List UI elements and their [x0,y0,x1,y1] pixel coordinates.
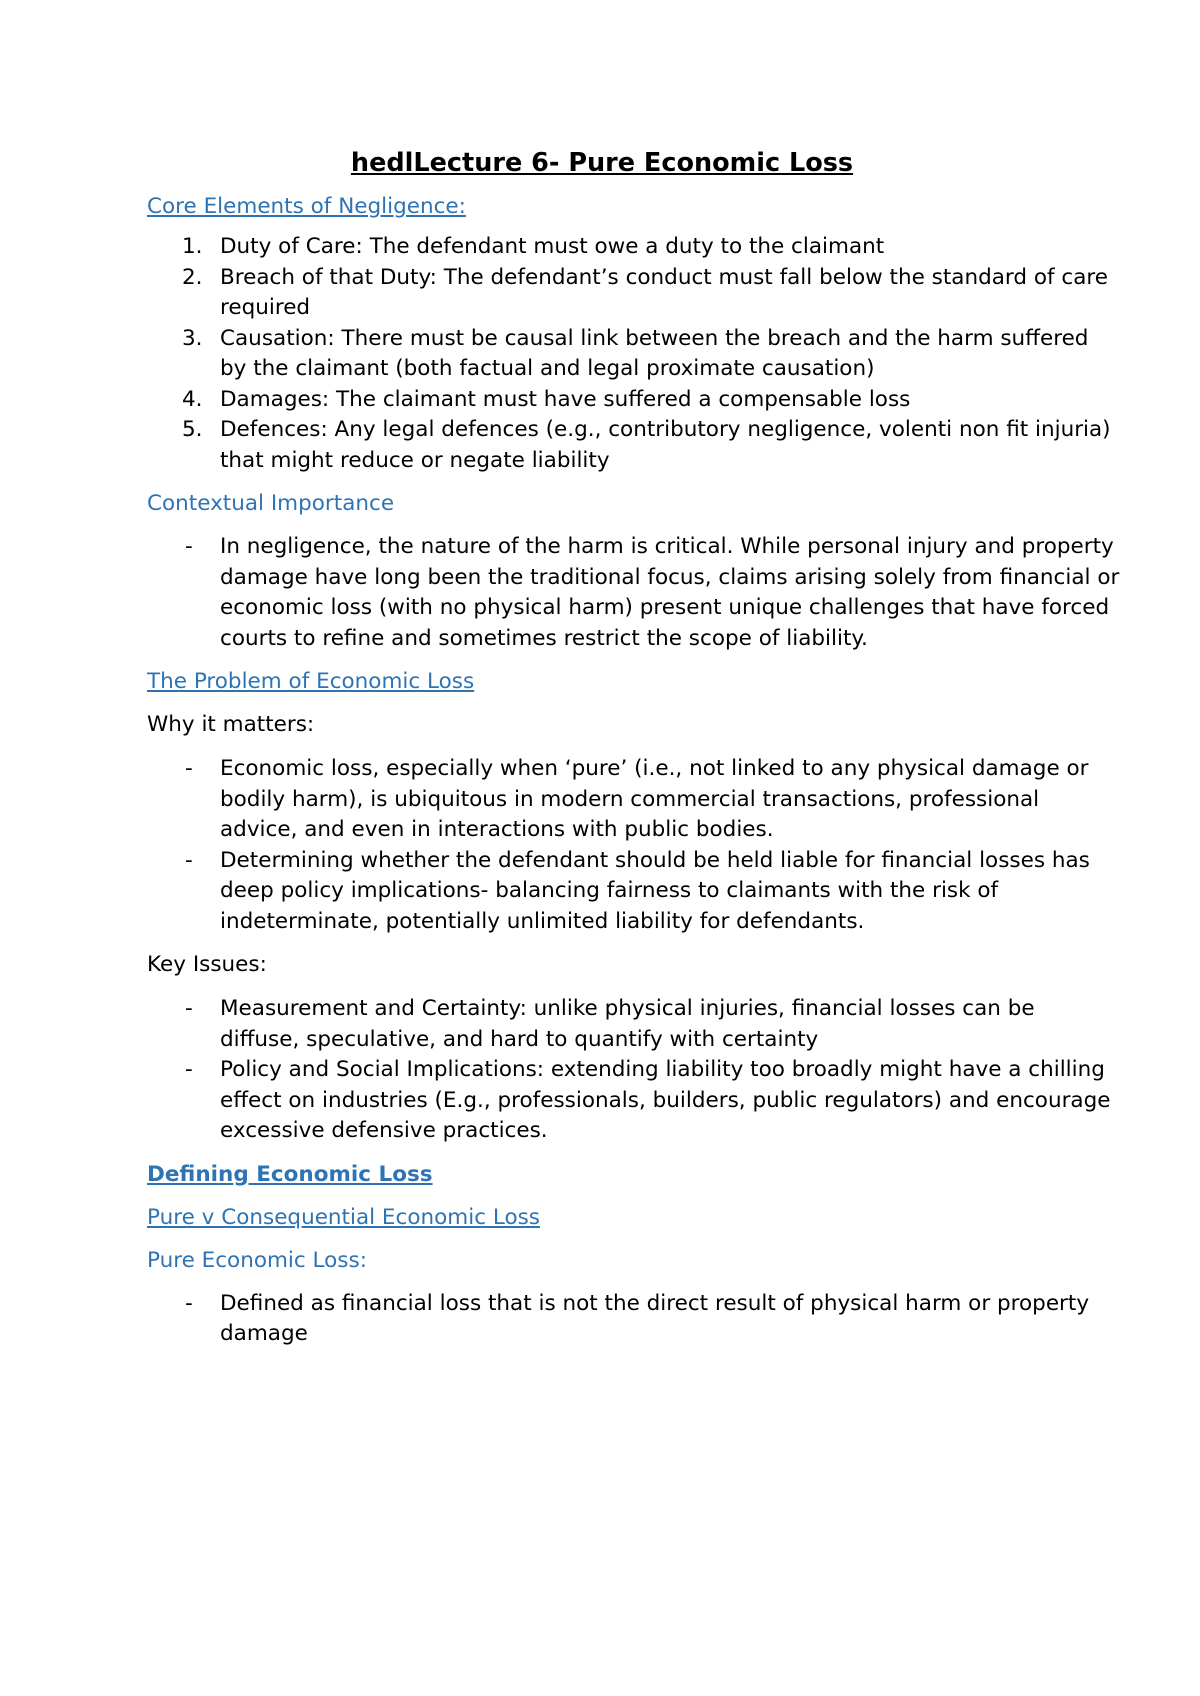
list-item: 2. Breach of that Duty: The defendant’s conduct must fall below the standard of care required [182,264,1108,320]
list-item: 3. Causation: There must be causal link between the breach and the harm suffered by the claimant (both factual and legal proximate causation) [182,325,1089,381]
core-elements-heading: Core Elements of Negligence: [147,194,466,219]
core-elements-list [147,232,1200,476]
list-item: 5. Defences: Any legal defences (e.g., contributory negligence, volenti non fit injuria) that might reduce or negate liability [182,417,1111,473]
pure-v-consequential-heading: Pure v Consequential Economic Loss [147,1204,541,1230]
list-item: - Determining whether the defendant should be held liable for financial losses has deep policy implications- balancing fairness to claimants with the risk of indeterminate, potentially unlimited liability for defendants. [185,847,1090,934]
key-issues-list [147,994,1200,1147]
list-item: - Measurement and Certainty: unlike physical injuries, financial losses can be diffuse, speculative, and hard to quantify with certainty [185,996,1035,1052]
contextual-importance-heading: Contextual Importance [147,491,395,516]
problem-heading: The Problem of Economic Loss [147,669,475,694]
defining-economic-loss-heading: Defining Economic Loss [147,1161,433,1187]
list-item: - In negligence, the nature of the harm is critical. While personal injury and property damage have long been the traditional focus, claims arising solely from financial or economic loss (with no physical harm) present unique challenges that have forced courts to refine and sometimes restrict the scope of liability. [185,534,1120,651]
list-item: 4. Damages: The claimant must have suffered a compensable loss [182,386,911,412]
key-issues-label: Key Issues: [147,952,267,977]
page-title: hedlLecture 6- Pure Economic Loss [350,148,854,178]
list-item: - Defined as financial loss that is not the direct result of physical harm or property damage [185,1290,1090,1346]
list-item: - Policy and Social Implications: extending liability too broadly might have a chilling effect on industries (E.g., professionals, builders, public regulators) and encourage excessive defensive practices. [185,1057,1111,1143]
pure-economic-loss-list [147,1289,1200,1350]
why-it-matters-label: Why it matters: [147,712,315,737]
list-item: 1. Duty of Care: The defendant must owe a duty to the claimant [182,234,885,259]
list-item: - Economic loss, especially when ‘pure’ (i.e., not linked to any physical damage or bodily harm), is ubiquitous in modern commercial transactions, professional advice, and even in interactions with public bodies. [185,756,1089,842]
pure-economic-loss-heading: Pure Economic Loss: [147,1247,367,1273]
contextual-importance-list [147,532,1200,654]
why-it-matters-list [147,754,1200,937]
